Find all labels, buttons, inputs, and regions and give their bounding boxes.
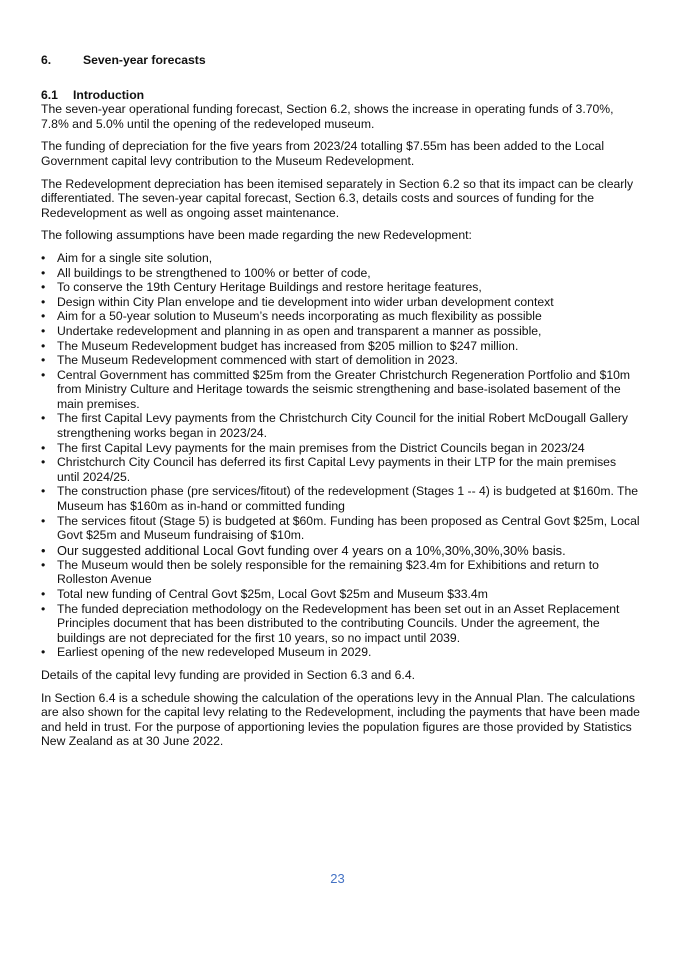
bullet-icon: • bbox=[41, 455, 46, 470]
list-item: • The Museum Redevelopment commenced with start of demolition in 2023. bbox=[41, 353, 459, 368]
bullet-icon: • bbox=[41, 645, 46, 660]
list-item: • Our suggested additional Local Govt funding over 4 years on a 10%,30%,30%,30% basis. bbox=[41, 542, 566, 558]
bullet-icon: • bbox=[41, 440, 46, 455]
paragraph-levy-schedule: In Section 6.4 is a schedule showing the calculation of the operations levy in the Annual Plan. The calculations are also shown for the capital levy relating to the Redevelopment, including the payments that have been made and held in trust. For the purpose of apportioning levies the population figures are those provided by Statistics New Zealand as at 30 June 2022. bbox=[41, 690, 640, 749]
bullet-icon: • bbox=[41, 542, 46, 558]
paragraph-redevelopment-depreciation: The Redevelopment depreciation has been itemised separately in Section 6.2 so that its impact can be clearly differentiated. The seven-year capital forecast, Section 6.3, details costs and sources of funding for the Redevelopment as well as ongoing asset maintenance. bbox=[41, 176, 634, 220]
list-item: • The first Capital Levy payments from the Christchurch City Council for the initial Robert McDougall Gallery strengthening works began in 2023/24. bbox=[41, 411, 628, 441]
subsection-title: Introduction bbox=[73, 87, 145, 102]
paragraph-depreciation-funding: The funding of depreciation for the five years from 2023/24 totalling $7.55m has been added to the Local Government capital levy contribution to the Museum Redevelopment. bbox=[41, 139, 605, 168]
section-heading bbox=[41, 53, 641, 68]
list-item: • The services fitout (Stage 5) is budgeted at $60m. Funding has been proposed as Central Govt $25m, Local Govt $25m and Museum fundraising of $10m. bbox=[41, 513, 640, 543]
list-item: • Aim for a single site solution, bbox=[41, 250, 213, 265]
section-title: Seven-year forecasts bbox=[83, 53, 206, 67]
bullet-icon: • bbox=[41, 250, 46, 265]
list-item: • Design within City Plan envelope and tie development into wider urban development context bbox=[41, 294, 554, 309]
document-page bbox=[41, 53, 641, 757]
list-item: • The construction phase (pre services/fitout) of the redevelopment (Stages 1 -- 4) is budgeted at $160m. The Museum has $160m as in-hand or committed funding bbox=[41, 484, 639, 514]
list-item: • Total new funding of Central Govt $25m, Local Govt $25m and Museum $33.4m bbox=[41, 587, 488, 601]
bullet-icon: • bbox=[41, 367, 46, 382]
bullet-icon: • bbox=[41, 484, 46, 499]
bullet-icon: • bbox=[41, 557, 46, 572]
bullet-icon: • bbox=[41, 513, 46, 528]
bullet-icon: • bbox=[41, 587, 46, 601]
list-item: • All buildings to be strengthened to 100% or better of code, bbox=[41, 265, 371, 280]
bullet-icon: • bbox=[41, 280, 46, 295]
list-item: • Central Government has committed $25m from the Greater Christchurch Regeneration Portfolio and $10m from Ministry Culture and Heritage towards the seismic strengthening and base-isolated basement of the main premises. bbox=[41, 367, 631, 411]
bullet-icon: • bbox=[41, 309, 46, 324]
list-item: • The funded depreciation methodology on the Redevelopment has been set out in an Asset Replacement Principles document that has been distributed to the contributing Councils. Under the agreement, the buildings are not depreciated for the first 10 years, so no impact until 2039. bbox=[41, 601, 620, 645]
bullet-icon: • bbox=[41, 353, 46, 368]
bullet-icon: • bbox=[41, 411, 46, 426]
list-item: • Christchurch City Council has deferred its first Capital Levy payments in their LTP for the main premises until 2024/25. bbox=[41, 455, 617, 484]
bullet-icon: • bbox=[41, 294, 46, 309]
assumptions-list bbox=[41, 251, 641, 660]
list-item: • The Museum Redevelopment budget has increased from $205 million to $247 million. bbox=[41, 338, 519, 353]
bullet-icon: • bbox=[41, 601, 46, 616]
list-item: • Earliest opening of the new redeveloped Museum in 2029. bbox=[41, 645, 372, 660]
bullet-icon: • bbox=[41, 338, 46, 353]
bullet-icon: • bbox=[41, 265, 46, 280]
list-item: • Undertake redevelopment and planning in as open and transparent a manner as possible, bbox=[41, 323, 542, 338]
list-item: • The first Capital Levy payments for the main premises from the District Councils began in 2023/24 bbox=[41, 440, 585, 455]
paragraph-assumptions-intro: The following assumptions have been made regarding the new Redevelopment: bbox=[41, 228, 472, 243]
list-item: • Aim for a 50-year solution to Museum’s needs incorporating as much flexibility as possible bbox=[41, 309, 542, 324]
list-item: • The Museum would then be solely responsible for the remaining $23.4m for Exhibitions and return to Rolleston Avenue bbox=[41, 557, 599, 587]
page-number: 23 bbox=[330, 871, 345, 886]
list-item: • To conserve the 19th Century Heritage Buildings and restore heritage features, bbox=[41, 280, 482, 295]
paragraph-operational-forecast: The seven-year operational funding forecast, Section 6.2, shows the increase in operating funds of 3.70%, 7.8% and 5.0% until the opening of the redeveloped museum. bbox=[41, 102, 614, 131]
subsection-number: 6.1 bbox=[41, 87, 58, 102]
paragraph-capital-levy-details: Details of the capital levy funding are provided in Section 6.3 and 6.4. bbox=[41, 667, 415, 682]
section-number: 6. bbox=[41, 53, 52, 67]
subsection-heading bbox=[41, 88, 641, 103]
bullet-icon: • bbox=[41, 323, 46, 338]
